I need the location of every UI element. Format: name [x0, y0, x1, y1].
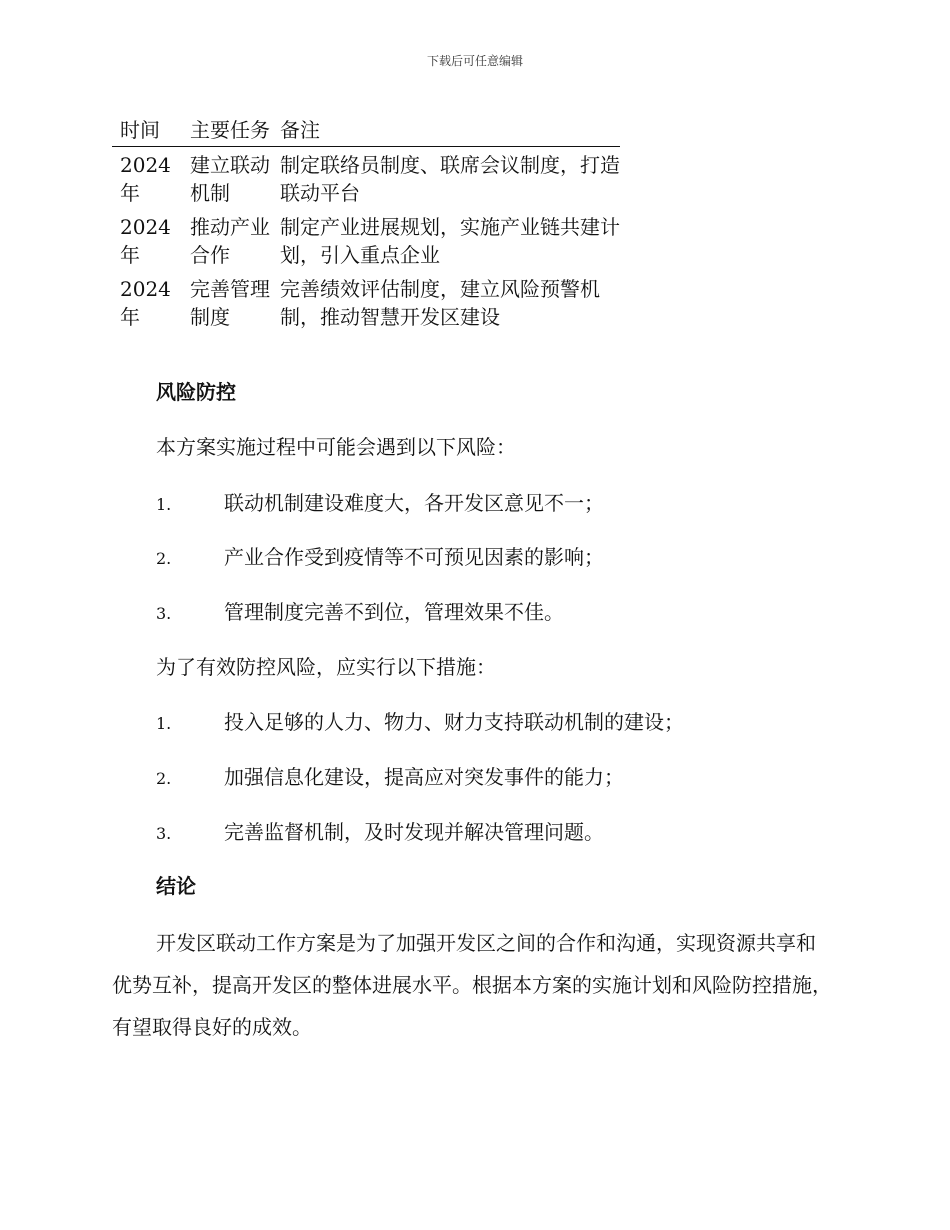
column-header-note: 备注: [280, 118, 320, 142]
section-heading-conclusion: 结论: [156, 874, 196, 898]
column-header-task: 主要任务: [190, 118, 270, 142]
measures-intro: 为了有效防控风险，应实行以下措施：: [156, 655, 496, 679]
page-header: 下载后可任意编辑: [426, 54, 523, 68]
list-number: 3.: [156, 824, 172, 843]
conclusion-paragraph: 开发区联动工作方案是为了加强开发区之间的合作和沟通，实现资源共享和优势互补，提高开发区的整体进展水平。根据本方案的实施计划和风险防控措施，有望取得良好的成效。: [112, 931, 832, 1039]
cell-note: 制定联络员制度、联席会议制度，打造联动平台: [280, 153, 620, 205]
table-row: [112, 207, 620, 269]
cell-time: 2024年: [120, 215, 171, 267]
cell-task: 推动产业合作: [190, 215, 270, 267]
list-number: 2.: [156, 769, 172, 788]
section-heading-risk: 风险防控: [156, 380, 236, 404]
cell-time: 2024年: [120, 153, 171, 205]
list-number: 1.: [156, 714, 172, 733]
measure-item: [156, 761, 624, 790]
risk-item: [156, 541, 604, 570]
risk-item: [156, 487, 604, 516]
table-header-row: [112, 116, 620, 147]
list-number: 2.: [156, 549, 172, 568]
list-text: 产业合作受到疫情等不可预见因素的影响；: [224, 545, 604, 569]
list-text: 加强信息化建设，提高应对突发事件的能力；: [224, 765, 624, 789]
list-number: 3.: [156, 604, 172, 623]
list-text: 联动机制建设难度大，各开发区意见不一；: [224, 491, 604, 515]
cell-task: 完善管理制度: [190, 277, 270, 329]
risk-item: [156, 596, 564, 625]
list-number: 1.: [156, 495, 172, 514]
list-text: 投入足够的人力、物力、财力支持联动机制的建设；: [224, 710, 684, 734]
measure-item: [156, 706, 684, 735]
cell-time: 2024年: [120, 277, 171, 329]
measure-item: [156, 816, 604, 845]
cell-note: 制定产业进展规划，实施产业链共建计划，引入重点企业: [280, 215, 620, 267]
column-header-time: 时间: [120, 118, 160, 142]
cell-task: 建立联动机制: [190, 153, 270, 205]
risk-intro: 本方案实施过程中可能会遇到以下风险：: [156, 435, 516, 459]
table-row: [112, 147, 620, 208]
table-row: [112, 269, 620, 331]
list-text: 管理制度完善不到位，管理效果不佳。: [224, 600, 564, 624]
plan-table: [112, 116, 620, 331]
list-text: 完善监督机制，及时发现并解决管理问题。: [224, 820, 604, 844]
cell-note: 完善绩效评估制度，建立风险预警机制，推动智慧开发区建设: [280, 277, 600, 329]
